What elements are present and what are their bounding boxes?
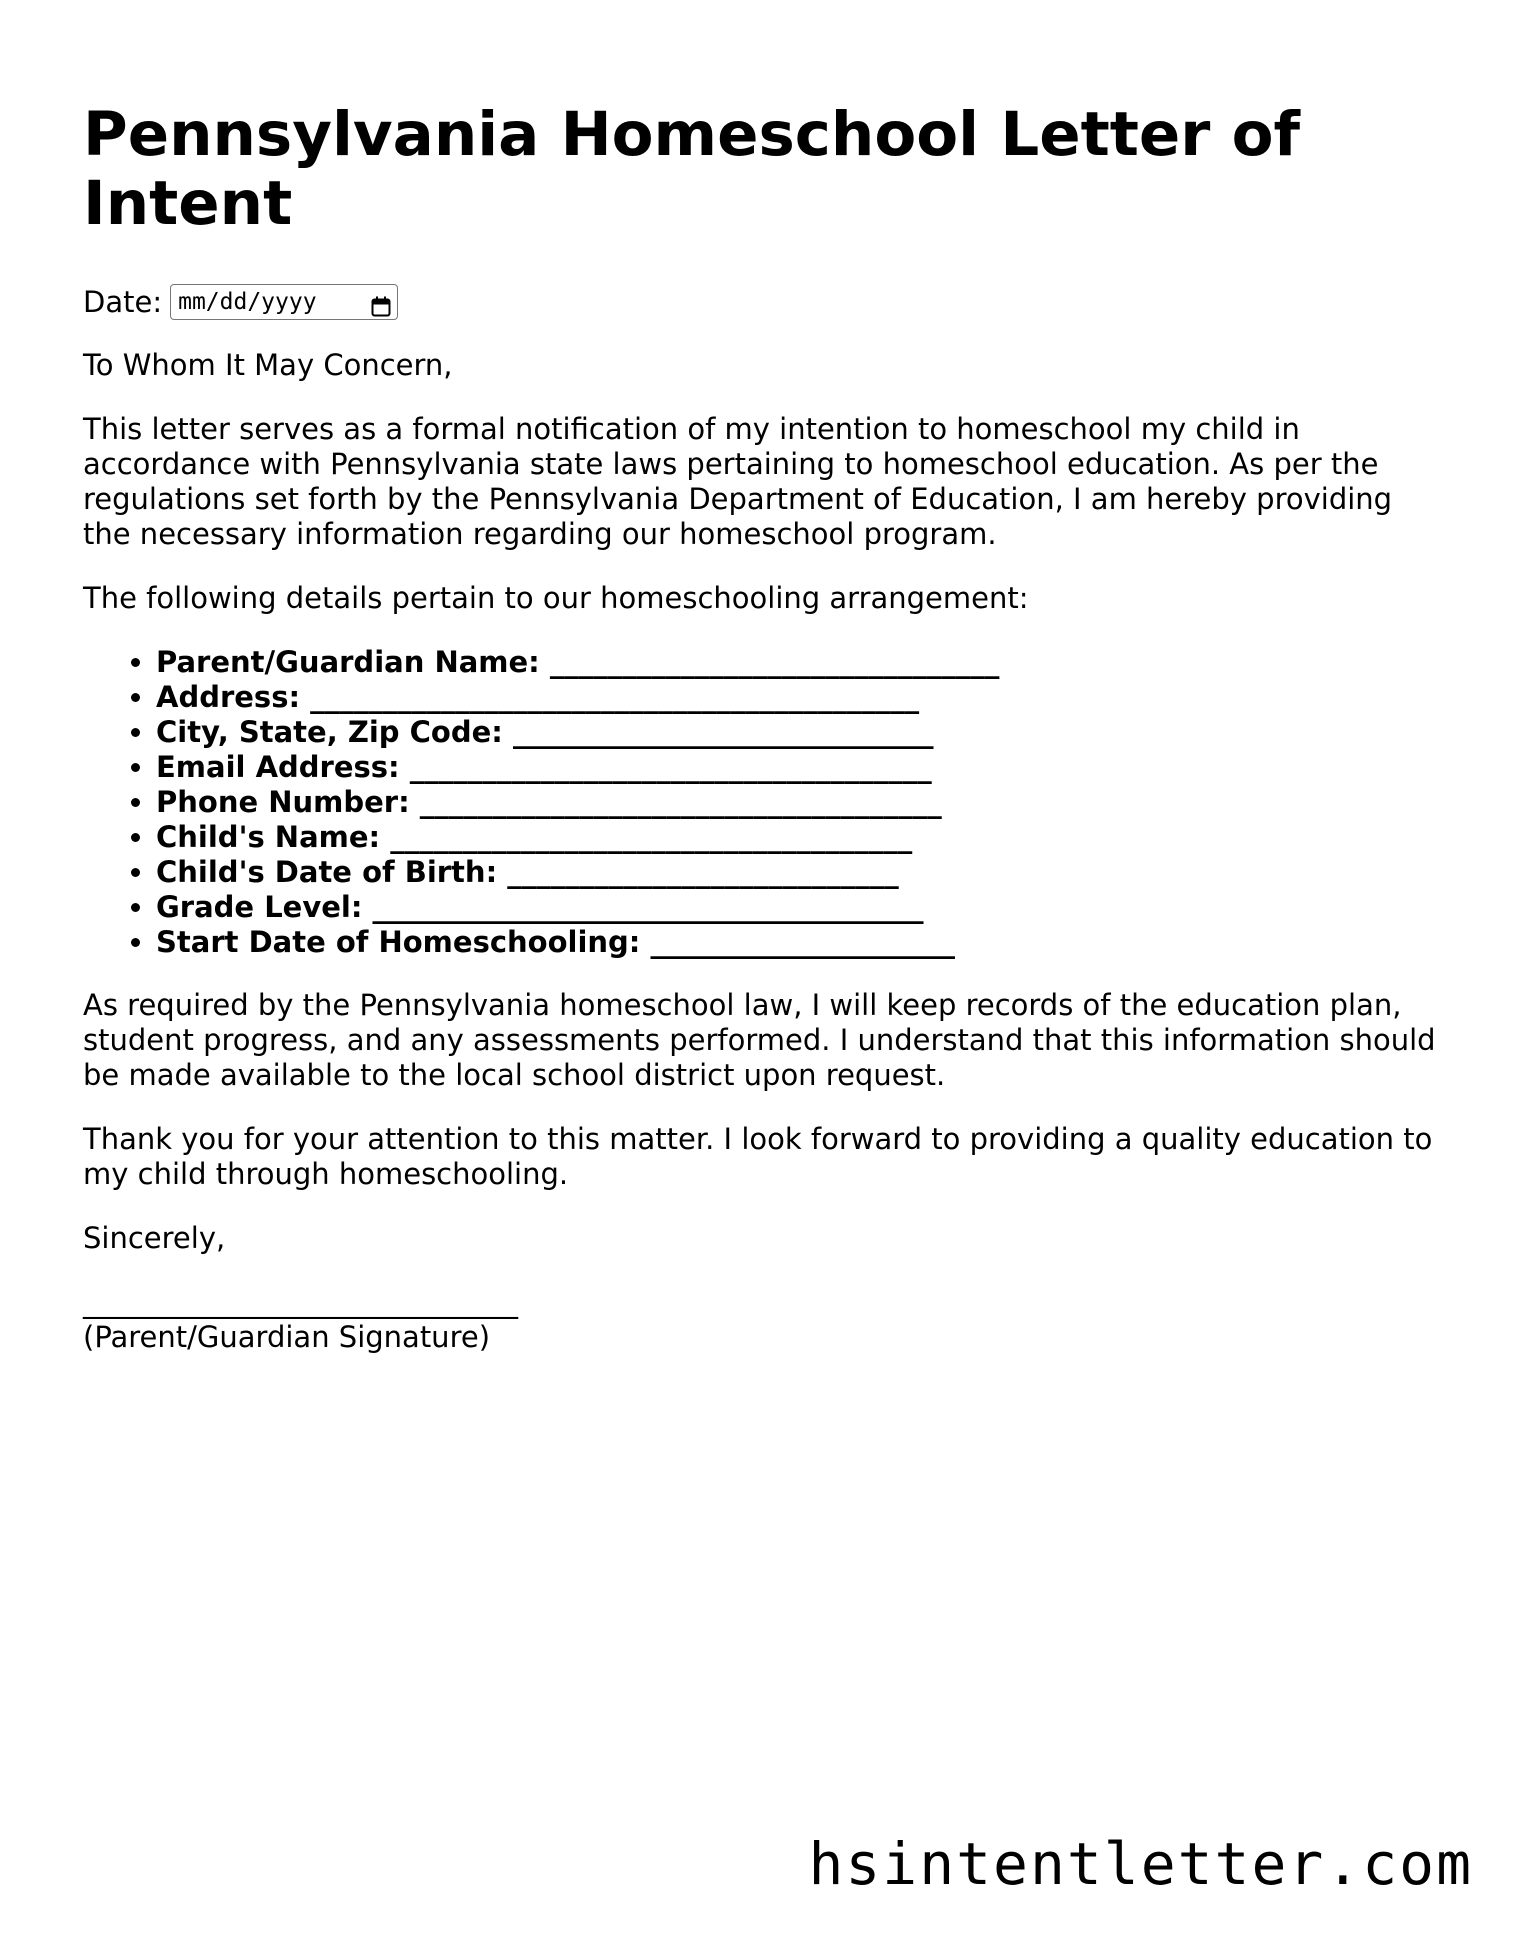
details-intro-paragraph: The following details pertain to our homeschooling arrangement: [83, 581, 1029, 615]
list-item: • Start Date of Homeschooling: _____________________ [156, 925, 1443, 960]
signature-label: (Parent/Guardian Signature) [83, 1320, 491, 1354]
date-placeholder: mm/dd/yyyy [178, 289, 317, 315]
list-item: • Phone Number: ____________________________________ [156, 785, 1443, 820]
signature-line: ______________________________ [83, 1285, 518, 1319]
date-label: Date: [83, 285, 163, 319]
date-row [83, 284, 1443, 320]
salutation: To Whom It May Concern, [83, 348, 453, 382]
thanks-paragraph: Thank you for your attention to this matter. I look forward to providing a quality education to my child through homeschooling. [83, 1122, 1433, 1191]
details-list [83, 645, 1443, 960]
list-item: • Child's Date of Birth: ___________________________ [156, 855, 1443, 890]
letter-page [83, 100, 1443, 1355]
footer-website: hsintentletter.com [808, 1830, 1473, 1898]
list-item: • City, State, Zip Code: _____________________________ [156, 715, 1443, 750]
closing: Sincerely, [83, 1221, 226, 1255]
list-item: • Parent/Guardian Name: _______________________________ [156, 645, 1443, 680]
page-title: Pennsylvania Homeschool Letter of Intent [83, 99, 1301, 239]
calendar-icon[interactable] [371, 292, 391, 313]
list-item: • Grade Level: ______________________________________ [156, 890, 1443, 925]
records-paragraph: As required by the Pennsylvania homeschool law, I will keep records of the education plan, student progress, and any assessments performed. I understand that this information should be made available to the local school district upon request. [83, 988, 1436, 1092]
list-item: • Email Address: ____________________________________ [156, 750, 1443, 785]
intro-paragraph: This letter serves as a formal notification of my intention to homeschool my child in accordance with Pennsylvania state laws pertaining to homeschool education. As per the regulations set forth by the Pennsylvania Department of Education, I am hereby providing the necessary information regarding our homeschool program. [83, 412, 1393, 551]
list-item: • Child's Name: ____________________________________ [156, 820, 1443, 855]
list-item: • Address: __________________________________________ [156, 680, 1443, 715]
date-input[interactable] [170, 284, 398, 320]
